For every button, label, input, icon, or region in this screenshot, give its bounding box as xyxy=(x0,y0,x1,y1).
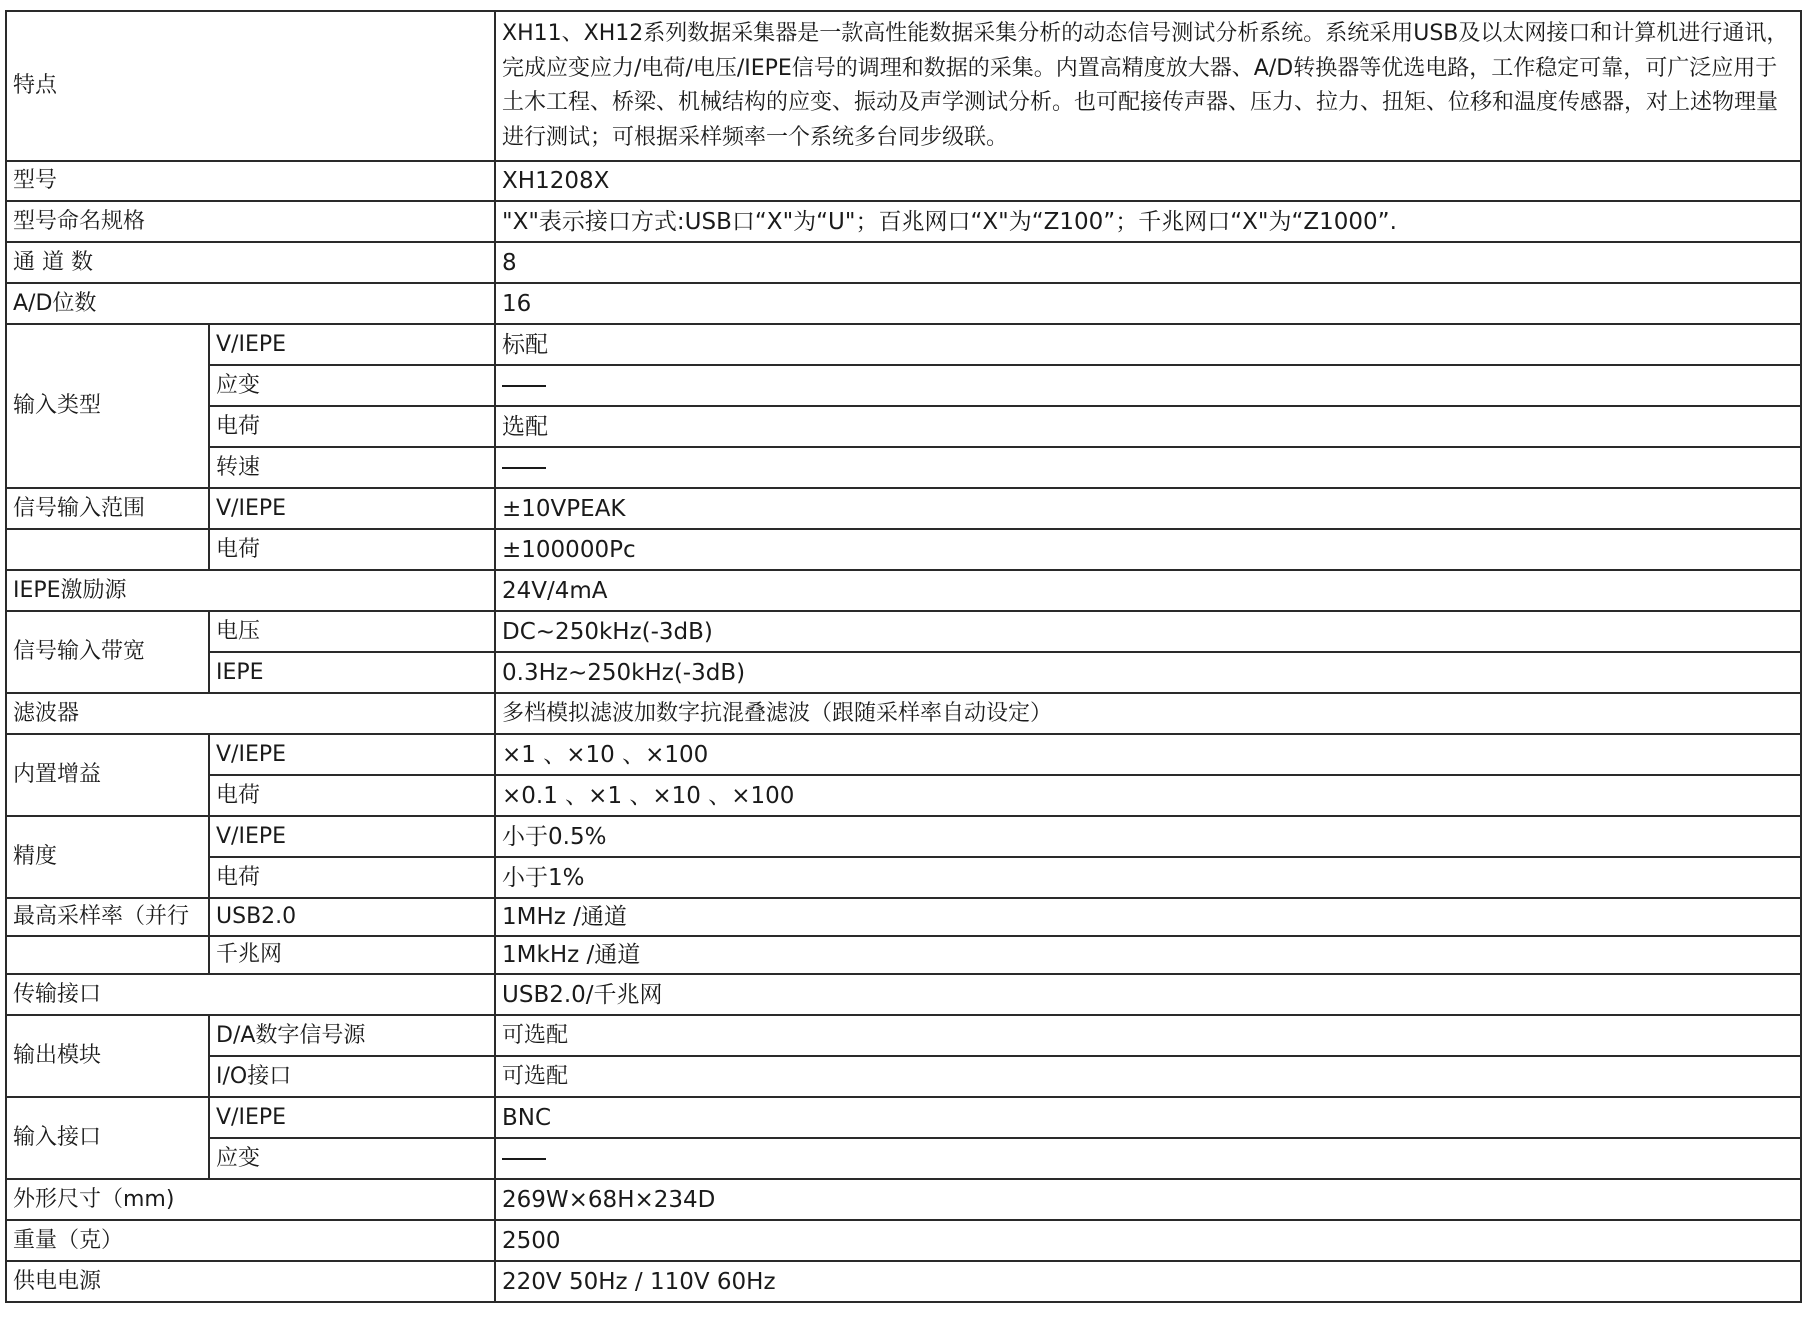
label-input-range-empty xyxy=(6,529,209,570)
value-accuracy-charge: 小于1% xyxy=(495,857,1801,898)
value-input-type-charge: 选配 xyxy=(495,406,1801,447)
row-output-1 xyxy=(6,1015,1801,1056)
label-transfer: 传输接口 xyxy=(6,974,495,1015)
value-filter: 多档模拟滤波加数字抗混叠滤波（跟随采样率自动设定） xyxy=(495,693,1801,734)
label-filter: 滤波器 xyxy=(6,693,495,734)
row-output-2 xyxy=(6,1056,1801,1097)
value-accuracy-viepe: 小于0.5% xyxy=(495,816,1801,857)
value-input-port-viepe: BNC xyxy=(495,1097,1801,1138)
sub-sample-rate-usb: USB2.0 xyxy=(209,898,495,936)
row-accuracy-1 xyxy=(6,816,1801,857)
label-dimensions: 外形尺寸（mm) xyxy=(6,1179,495,1220)
row-input-port-1 xyxy=(6,1097,1801,1138)
row-bandwidth-2 xyxy=(6,652,1801,693)
spec-table xyxy=(5,10,1802,1303)
row-weight xyxy=(6,1220,1801,1261)
value-transfer: USB2.0/千兆网 xyxy=(495,974,1801,1015)
row-gain-1 xyxy=(6,734,1801,775)
row-sample-rate-1 xyxy=(6,898,1801,936)
row-features xyxy=(6,11,1801,161)
value-output-io: 可选配 xyxy=(495,1056,1801,1097)
row-sample-rate-2 xyxy=(6,936,1801,974)
label-sample-rate: 最高采样率（并行 xyxy=(6,898,209,936)
value-bandwidth-iepe: 0.3Hz~250kHz(-3dB) xyxy=(495,652,1801,693)
value-sample-rate-usb: 1MHz /通道 xyxy=(495,898,1801,936)
label-sample-rate-empty xyxy=(6,936,209,974)
label-input-range: 信号输入范围 xyxy=(6,488,209,529)
sub-input-type-speed: 转速 xyxy=(209,447,495,488)
sub-accuracy-charge: 电荷 xyxy=(209,857,495,898)
value-dimensions: 269W×68H×234D xyxy=(495,1179,1801,1220)
label-features: 特点 xyxy=(6,11,495,161)
row-input-type-4 xyxy=(6,447,1801,488)
value-input-port-strain xyxy=(495,1138,1801,1179)
value-bandwidth-voltage: DC~250kHz(-3dB) xyxy=(495,611,1801,652)
sub-sample-rate-gige: 千兆网 xyxy=(209,936,495,974)
label-output: 输出模块 xyxy=(6,1015,209,1097)
row-input-range-1 xyxy=(6,488,1801,529)
label-naming: 型号命名规格 xyxy=(6,201,495,242)
row-bandwidth-1 xyxy=(6,611,1801,652)
value-output-da: 可选配 xyxy=(495,1015,1801,1056)
dash-mark xyxy=(502,385,546,387)
row-naming xyxy=(6,201,1801,242)
value-adbits: 16 xyxy=(495,283,1801,324)
value-iepe-source: 24V/4mA xyxy=(495,570,1801,611)
value-channels: 8 xyxy=(495,242,1801,283)
value-features: XH11、XH12系列数据采集器是一款高性能数据采集分析的动态信号测试分析系统。系统采用USB及以太网接口和计算机进行通讯，完成应变应力/电荷/电压/IEPE信号的调理和数据的采集。内置高精度放大器、A/D转换器等优选电路，工作稳定可靠，可广泛应用于土木工程、桥梁、机械结构的应变、振动及声学测试分析。也可配接传声器、压力、拉力、扭矩、位移和温度传感器，对上述物理量进行测试；可根据采样频率一个系统多台同步级联。 xyxy=(495,11,1801,161)
value-input-type-strain xyxy=(495,365,1801,406)
value-weight: 2500 xyxy=(495,1220,1801,1261)
value-input-range-charge: ±100000Pc xyxy=(495,529,1801,570)
row-input-type-3 xyxy=(6,406,1801,447)
row-filter xyxy=(6,693,1801,734)
label-input-port: 输入接口 xyxy=(6,1097,209,1179)
row-gain-2 xyxy=(6,775,1801,816)
row-input-type-1 xyxy=(6,324,1801,365)
sub-output-da: D/A数字信号源 xyxy=(209,1015,495,1056)
sub-gain-charge: 电荷 xyxy=(209,775,495,816)
sub-input-type-viepe: V/IEPE xyxy=(209,324,495,365)
sub-output-io: I/O接口 xyxy=(209,1056,495,1097)
row-input-range-2 xyxy=(6,529,1801,570)
label-weight: 重量（克） xyxy=(6,1220,495,1261)
row-iepe-source xyxy=(6,570,1801,611)
sub-input-port-strain: 应变 xyxy=(209,1138,495,1179)
label-iepe-source: IEPE激励源 xyxy=(6,570,495,611)
value-input-type-viepe: 标配 xyxy=(495,324,1801,365)
label-model: 型号 xyxy=(6,161,495,201)
label-input-type: 输入类型 xyxy=(6,324,209,488)
sub-accuracy-viepe: V/IEPE xyxy=(209,816,495,857)
row-model xyxy=(6,161,1801,201)
sub-input-range-charge: 电荷 xyxy=(209,529,495,570)
row-accuracy-2 xyxy=(6,857,1801,898)
value-input-type-speed xyxy=(495,447,1801,488)
row-dimensions xyxy=(6,1179,1801,1220)
sub-input-port-viepe: V/IEPE xyxy=(209,1097,495,1138)
label-power: 供电电源 xyxy=(6,1261,495,1302)
row-adbits xyxy=(6,283,1801,324)
label-gain: 内置增益 xyxy=(6,734,209,816)
value-model: XH1208X xyxy=(495,161,1801,201)
row-transfer xyxy=(6,974,1801,1015)
sub-input-range-viepe: V/IEPE xyxy=(209,488,495,529)
value-gain-viepe: ×1 、×10 、×100 xyxy=(495,734,1801,775)
sub-gain-viepe: V/IEPE xyxy=(209,734,495,775)
value-naming: "X"表示接口方式:USB口“X"为“U"；百兆网口“X"为“Z100”；千兆网口“X"为“Z1000”. xyxy=(495,201,1801,242)
row-channels xyxy=(6,242,1801,283)
value-power: 220V 50Hz / 110V 60Hz xyxy=(495,1261,1801,1302)
dash-mark xyxy=(502,467,546,469)
sub-input-type-strain: 应变 xyxy=(209,365,495,406)
value-sample-rate-gige: 1MkHz /通道 xyxy=(495,936,1801,974)
label-adbits: A/D位数 xyxy=(6,283,495,324)
sub-bandwidth-voltage: 电压 xyxy=(209,611,495,652)
row-input-port-2 xyxy=(6,1138,1801,1179)
label-accuracy: 精度 xyxy=(6,816,209,898)
row-input-type-2 xyxy=(6,365,1801,406)
sub-input-type-charge: 电荷 xyxy=(209,406,495,447)
label-bandwidth: 信号输入带宽 xyxy=(6,611,209,693)
value-gain-charge: ×0.1 、×1 、×10 、×100 xyxy=(495,775,1801,816)
sub-bandwidth-iepe: IEPE xyxy=(209,652,495,693)
label-channels: 通 道 数 xyxy=(6,242,495,283)
value-input-range-viepe: ±10VPEAK xyxy=(495,488,1801,529)
row-power xyxy=(6,1261,1801,1302)
dash-mark xyxy=(502,1158,546,1160)
